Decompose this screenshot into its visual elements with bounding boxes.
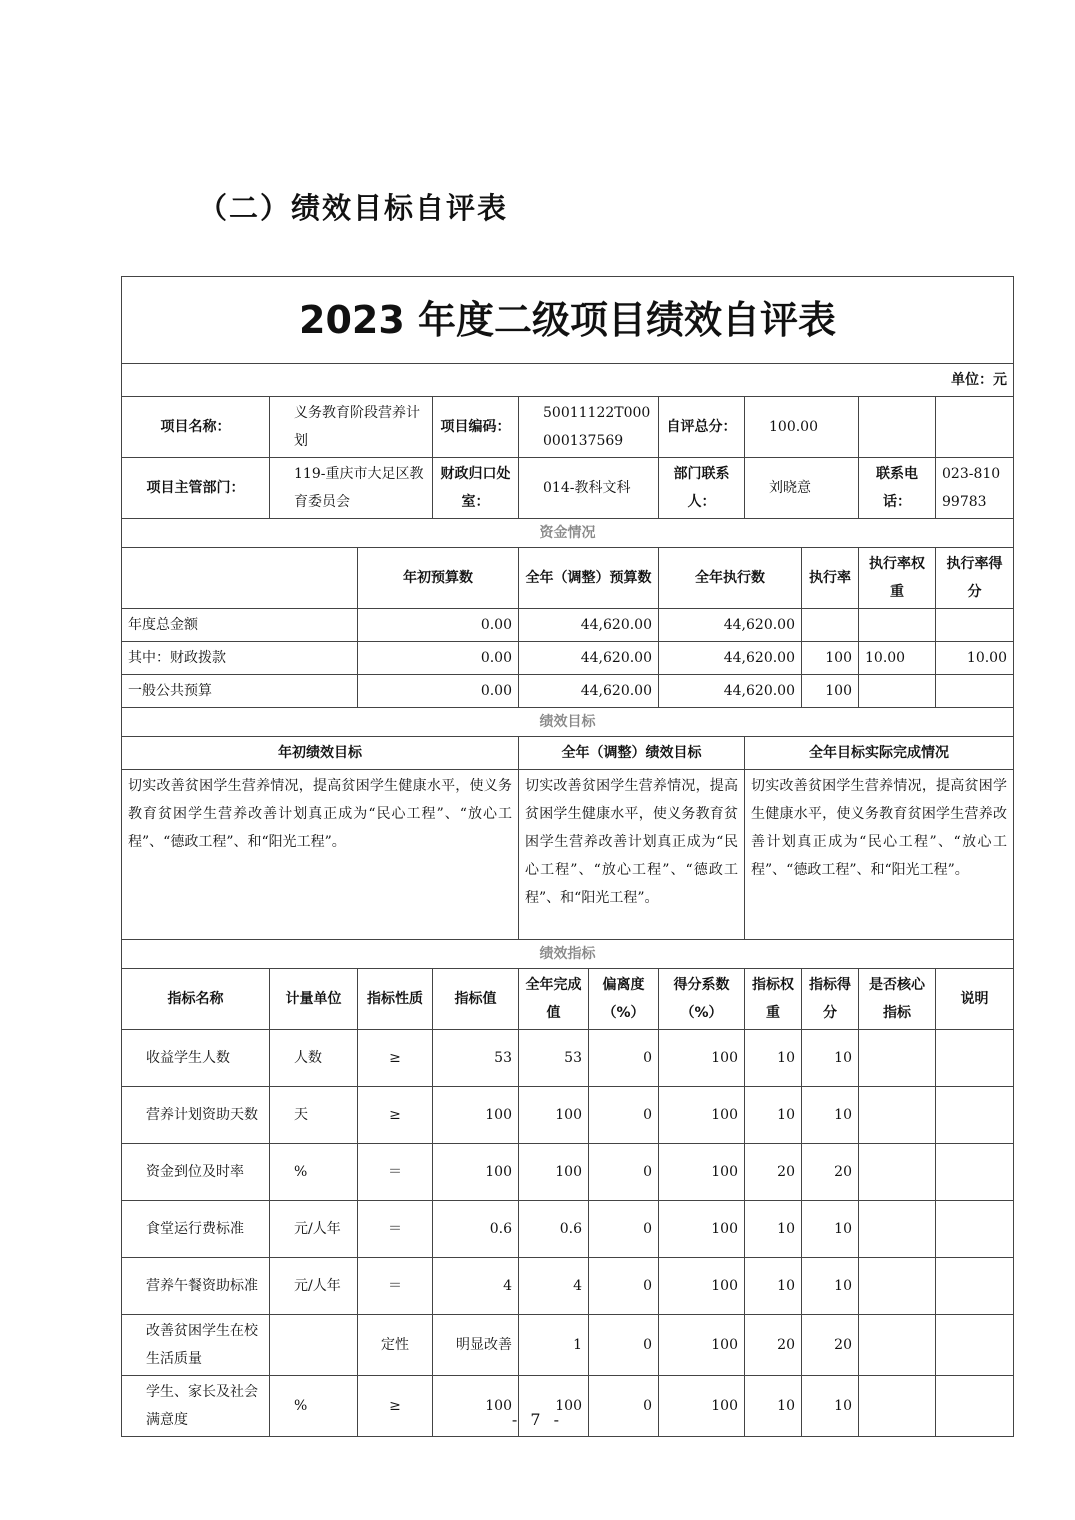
funds-header-row (122, 548, 1014, 609)
empty-cell (122, 548, 358, 609)
project-name-label: 项目名称： (122, 397, 270, 458)
phone-number: 023-81099783 (936, 458, 1014, 519)
indicator-core (859, 1030, 936, 1087)
project-name: 义务教育阶段营养计划 (270, 397, 433, 458)
funds-rate: 100 (802, 642, 859, 675)
indicator-unit: 元/人年 (270, 1258, 358, 1315)
goals-header-row (122, 737, 1014, 770)
indicator-deviation: 0 (589, 1258, 659, 1315)
funds-row (122, 642, 1014, 675)
indicator-note (936, 1087, 1014, 1144)
indicator-name: 食堂运行费标准 (122, 1201, 270, 1258)
funds-row-name: 其中：财政拨款 (122, 642, 358, 675)
funds-header: 执行率得分 (936, 548, 1014, 609)
goal-initial-text: 切实改善贫困学生营养情况，提高贫困学生健康水平，使义务教育贫困学生营养改善计划真正成为“民心工程”、“放心工程”、“德政工程”、和“阳光工程”。 (122, 770, 519, 940)
table-row (122, 1258, 1014, 1315)
funds-section-header: 资金情况 (122, 519, 1014, 548)
dept-label: 项目主管部门： (122, 458, 270, 519)
phone-label: 联系电话： (859, 458, 936, 519)
contact-label: 部门联系人： (659, 458, 745, 519)
indicator-weight: 20 (745, 1315, 802, 1376)
indicator-actual: 4 (519, 1258, 589, 1315)
goal-adjusted-text: 切实改善贫困学生营养情况，提高贫困学生健康水平，使义务教育贫困学生营养改善计划真正成为“民心工程”、“放心工程”、“德政工程”、和“阳光工程”。 (519, 770, 745, 940)
indicator-unit (270, 1315, 358, 1376)
indicator-deviation: 0 (589, 1376, 659, 1437)
funds-weight (859, 609, 936, 642)
indicator-weight: 10 (745, 1258, 802, 1315)
table-row (122, 1315, 1014, 1376)
indicator-coefficient: 100 (659, 1201, 745, 1258)
indicators-header-row (122, 969, 1014, 1030)
indicator-name: 资金到位及时率 (122, 1144, 270, 1201)
indicator-core (859, 1144, 936, 1201)
indicator-core (859, 1201, 936, 1258)
indicator-weight: 10 (745, 1087, 802, 1144)
indicator-score: 10 (802, 1030, 859, 1087)
funds-header: 执行率权重 (859, 548, 936, 609)
indicator-value: 100 (433, 1376, 519, 1437)
indicator-header: 全年完成值 (519, 969, 589, 1030)
indicator-coefficient: 100 (659, 1258, 745, 1315)
indicator-unit: 天 (270, 1087, 358, 1144)
dept-name: 119-重庆市大足区教育委员会 (270, 458, 433, 519)
funds-executed: 44,620.00 (659, 675, 802, 708)
finance-office-label: 财政归口处室： (433, 458, 519, 519)
indicator-score: 10 (802, 1201, 859, 1258)
page-number: - 7 - (511, 1410, 564, 1429)
indicator-rows (122, 1030, 1014, 1437)
indicator-coefficient: 100 (659, 1087, 745, 1144)
indicator-header: 指标得分 (802, 969, 859, 1030)
indicator-nature: ＝ (358, 1258, 433, 1315)
indicator-deviation: 0 (589, 1087, 659, 1144)
indicator-header: 计量单位 (270, 969, 358, 1030)
indicator-weight: 10 (745, 1201, 802, 1258)
indicator-deviation: 0 (589, 1030, 659, 1087)
indicator-actual: 100 (519, 1376, 589, 1437)
funds-header: 全年（调整）预算数 (519, 548, 659, 609)
indicator-score: 10 (802, 1376, 859, 1437)
indicator-score: 20 (802, 1144, 859, 1201)
indicator-header: 得分系数（%） (659, 969, 745, 1030)
goal-header: 年初绩效目标 (122, 737, 519, 770)
funds-row-name: 一般公共预算 (122, 675, 358, 708)
indicator-header: 指标性质 (358, 969, 433, 1030)
indicator-unit: 元/人年 (270, 1201, 358, 1258)
indicator-header: 说明 (936, 969, 1014, 1030)
goals-section-header: 绩效目标 (122, 708, 1014, 737)
indicator-unit: 人数 (270, 1030, 358, 1087)
funds-row (122, 609, 1014, 642)
indicator-deviation: 0 (589, 1144, 659, 1201)
indicator-nature: ≥ (358, 1087, 433, 1144)
funds-executed: 44,620.00 (659, 642, 802, 675)
funds-initial: 0.00 (358, 642, 519, 675)
goals-text-row (122, 770, 1014, 940)
table-row (122, 1144, 1014, 1201)
indicator-actual: 0.6 (519, 1201, 589, 1258)
table-row (122, 1087, 1014, 1144)
project-code-label: 项目编码： (433, 397, 519, 458)
indicator-header: 是否核心指标 (859, 969, 936, 1030)
indicator-actual: 1 (519, 1315, 589, 1376)
funds-adjusted: 44,620.00 (519, 642, 659, 675)
indicator-name: 收益学生人数 (122, 1030, 270, 1087)
indicator-weight: 10 (745, 1376, 802, 1437)
empty-cell (936, 397, 1014, 458)
indicator-score: 10 (802, 1087, 859, 1144)
table-title: 2023 年度二级项目绩效自评表 (122, 277, 1014, 364)
indicator-coefficient: 100 (659, 1315, 745, 1376)
indicator-score: 10 (802, 1258, 859, 1315)
funds-adjusted: 44,620.00 (519, 609, 659, 642)
contact-name: 刘晓意 (745, 458, 859, 519)
indicator-name: 学生、家长及社会满意度 (122, 1376, 270, 1437)
table-row (122, 1201, 1014, 1258)
indicator-core (859, 1315, 936, 1376)
funds-row (122, 675, 1014, 708)
goal-actual-text: 切实改善贫困学生营养情况，提高贫困学生健康水平，使义务教育贫困学生营养改善计划真正成为“民心工程”、“放心工程”、“德政工程”、和“阳光工程”。 (745, 770, 1014, 940)
indicator-note (936, 1315, 1014, 1376)
indicator-nature: ＝ (358, 1144, 433, 1201)
indicator-nature: ≥ (358, 1030, 433, 1087)
indicator-deviation: 0 (589, 1201, 659, 1258)
indicator-coefficient: 100 (659, 1376, 745, 1437)
indicator-name: 营养午餐资助标准 (122, 1258, 270, 1315)
indicator-coefficient: 100 (659, 1030, 745, 1087)
funds-rate (802, 609, 859, 642)
indicator-note (936, 1258, 1014, 1315)
funds-score: 10.00 (936, 642, 1014, 675)
indicator-note (936, 1144, 1014, 1201)
goal-header: 全年（调整）绩效目标 (519, 737, 745, 770)
indicator-nature: ≥ (358, 1376, 433, 1437)
indicator-unit: % (270, 1144, 358, 1201)
funds-weight (859, 675, 936, 708)
indicator-value: 明显改善 (433, 1315, 519, 1376)
funds-row-name: 年度总金额 (122, 609, 358, 642)
funds-weight: 10.00 (859, 642, 936, 675)
performance-table (121, 276, 1014, 1437)
funds-executed: 44,620.00 (659, 609, 802, 642)
indicator-core (859, 1087, 936, 1144)
unit-label: 单位：元 (122, 364, 1014, 397)
indicator-actual: 100 (519, 1144, 589, 1201)
project-info-row (122, 397, 1014, 458)
funds-header: 执行率 (802, 548, 859, 609)
indicator-coefficient: 100 (659, 1144, 745, 1201)
indicator-name: 改善贫困学生在校生活质量 (122, 1315, 270, 1376)
indicator-value: 100 (433, 1144, 519, 1201)
section-heading: （二）绩效目标自评表 (198, 191, 509, 225)
indicator-note (936, 1030, 1014, 1087)
indicator-value: 53 (433, 1030, 519, 1087)
indicator-header: 偏离度（%） (589, 969, 659, 1030)
funds-initial: 0.00 (358, 675, 519, 708)
indicator-note (936, 1201, 1014, 1258)
funds-header: 年初预算数 (358, 548, 519, 609)
indicator-name: 营养计划资助天数 (122, 1087, 270, 1144)
indicator-score: 20 (802, 1315, 859, 1376)
indicator-header: 指标值 (433, 969, 519, 1030)
dept-info-row (122, 458, 1014, 519)
table-row (122, 1030, 1014, 1087)
indicator-weight: 20 (745, 1144, 802, 1201)
funds-rate: 100 (802, 675, 859, 708)
funds-score (936, 609, 1014, 642)
indicator-value: 100 (433, 1087, 519, 1144)
funds-initial: 0.00 (358, 609, 519, 642)
indicator-deviation: 0 (589, 1315, 659, 1376)
indicator-value: 0.6 (433, 1201, 519, 1258)
indicator-header: 指标名称 (122, 969, 270, 1030)
goal-header: 全年目标实际完成情况 (745, 737, 1014, 770)
empty-cell (859, 397, 936, 458)
indicator-nature: ＝ (358, 1201, 433, 1258)
indicator-weight: 10 (745, 1030, 802, 1087)
indicator-value: 4 (433, 1258, 519, 1315)
project-code: 50011122T000000137569 (519, 397, 659, 458)
indicator-actual: 53 (519, 1030, 589, 1087)
self-score: 100.00 (745, 397, 859, 458)
indicator-actual: 100 (519, 1087, 589, 1144)
funds-header: 全年执行数 (659, 548, 802, 609)
self-score-label: 自评总分： (659, 397, 745, 458)
indicator-nature: 定性 (358, 1315, 433, 1376)
indicators-section-header: 绩效指标 (122, 940, 1014, 969)
funds-score (936, 675, 1014, 708)
finance-office: 014-教科文科 (519, 458, 659, 519)
indicator-header: 指标权重 (745, 969, 802, 1030)
indicator-core (859, 1258, 936, 1315)
indicator-unit: % (270, 1376, 358, 1437)
funds-adjusted: 44,620.00 (519, 675, 659, 708)
